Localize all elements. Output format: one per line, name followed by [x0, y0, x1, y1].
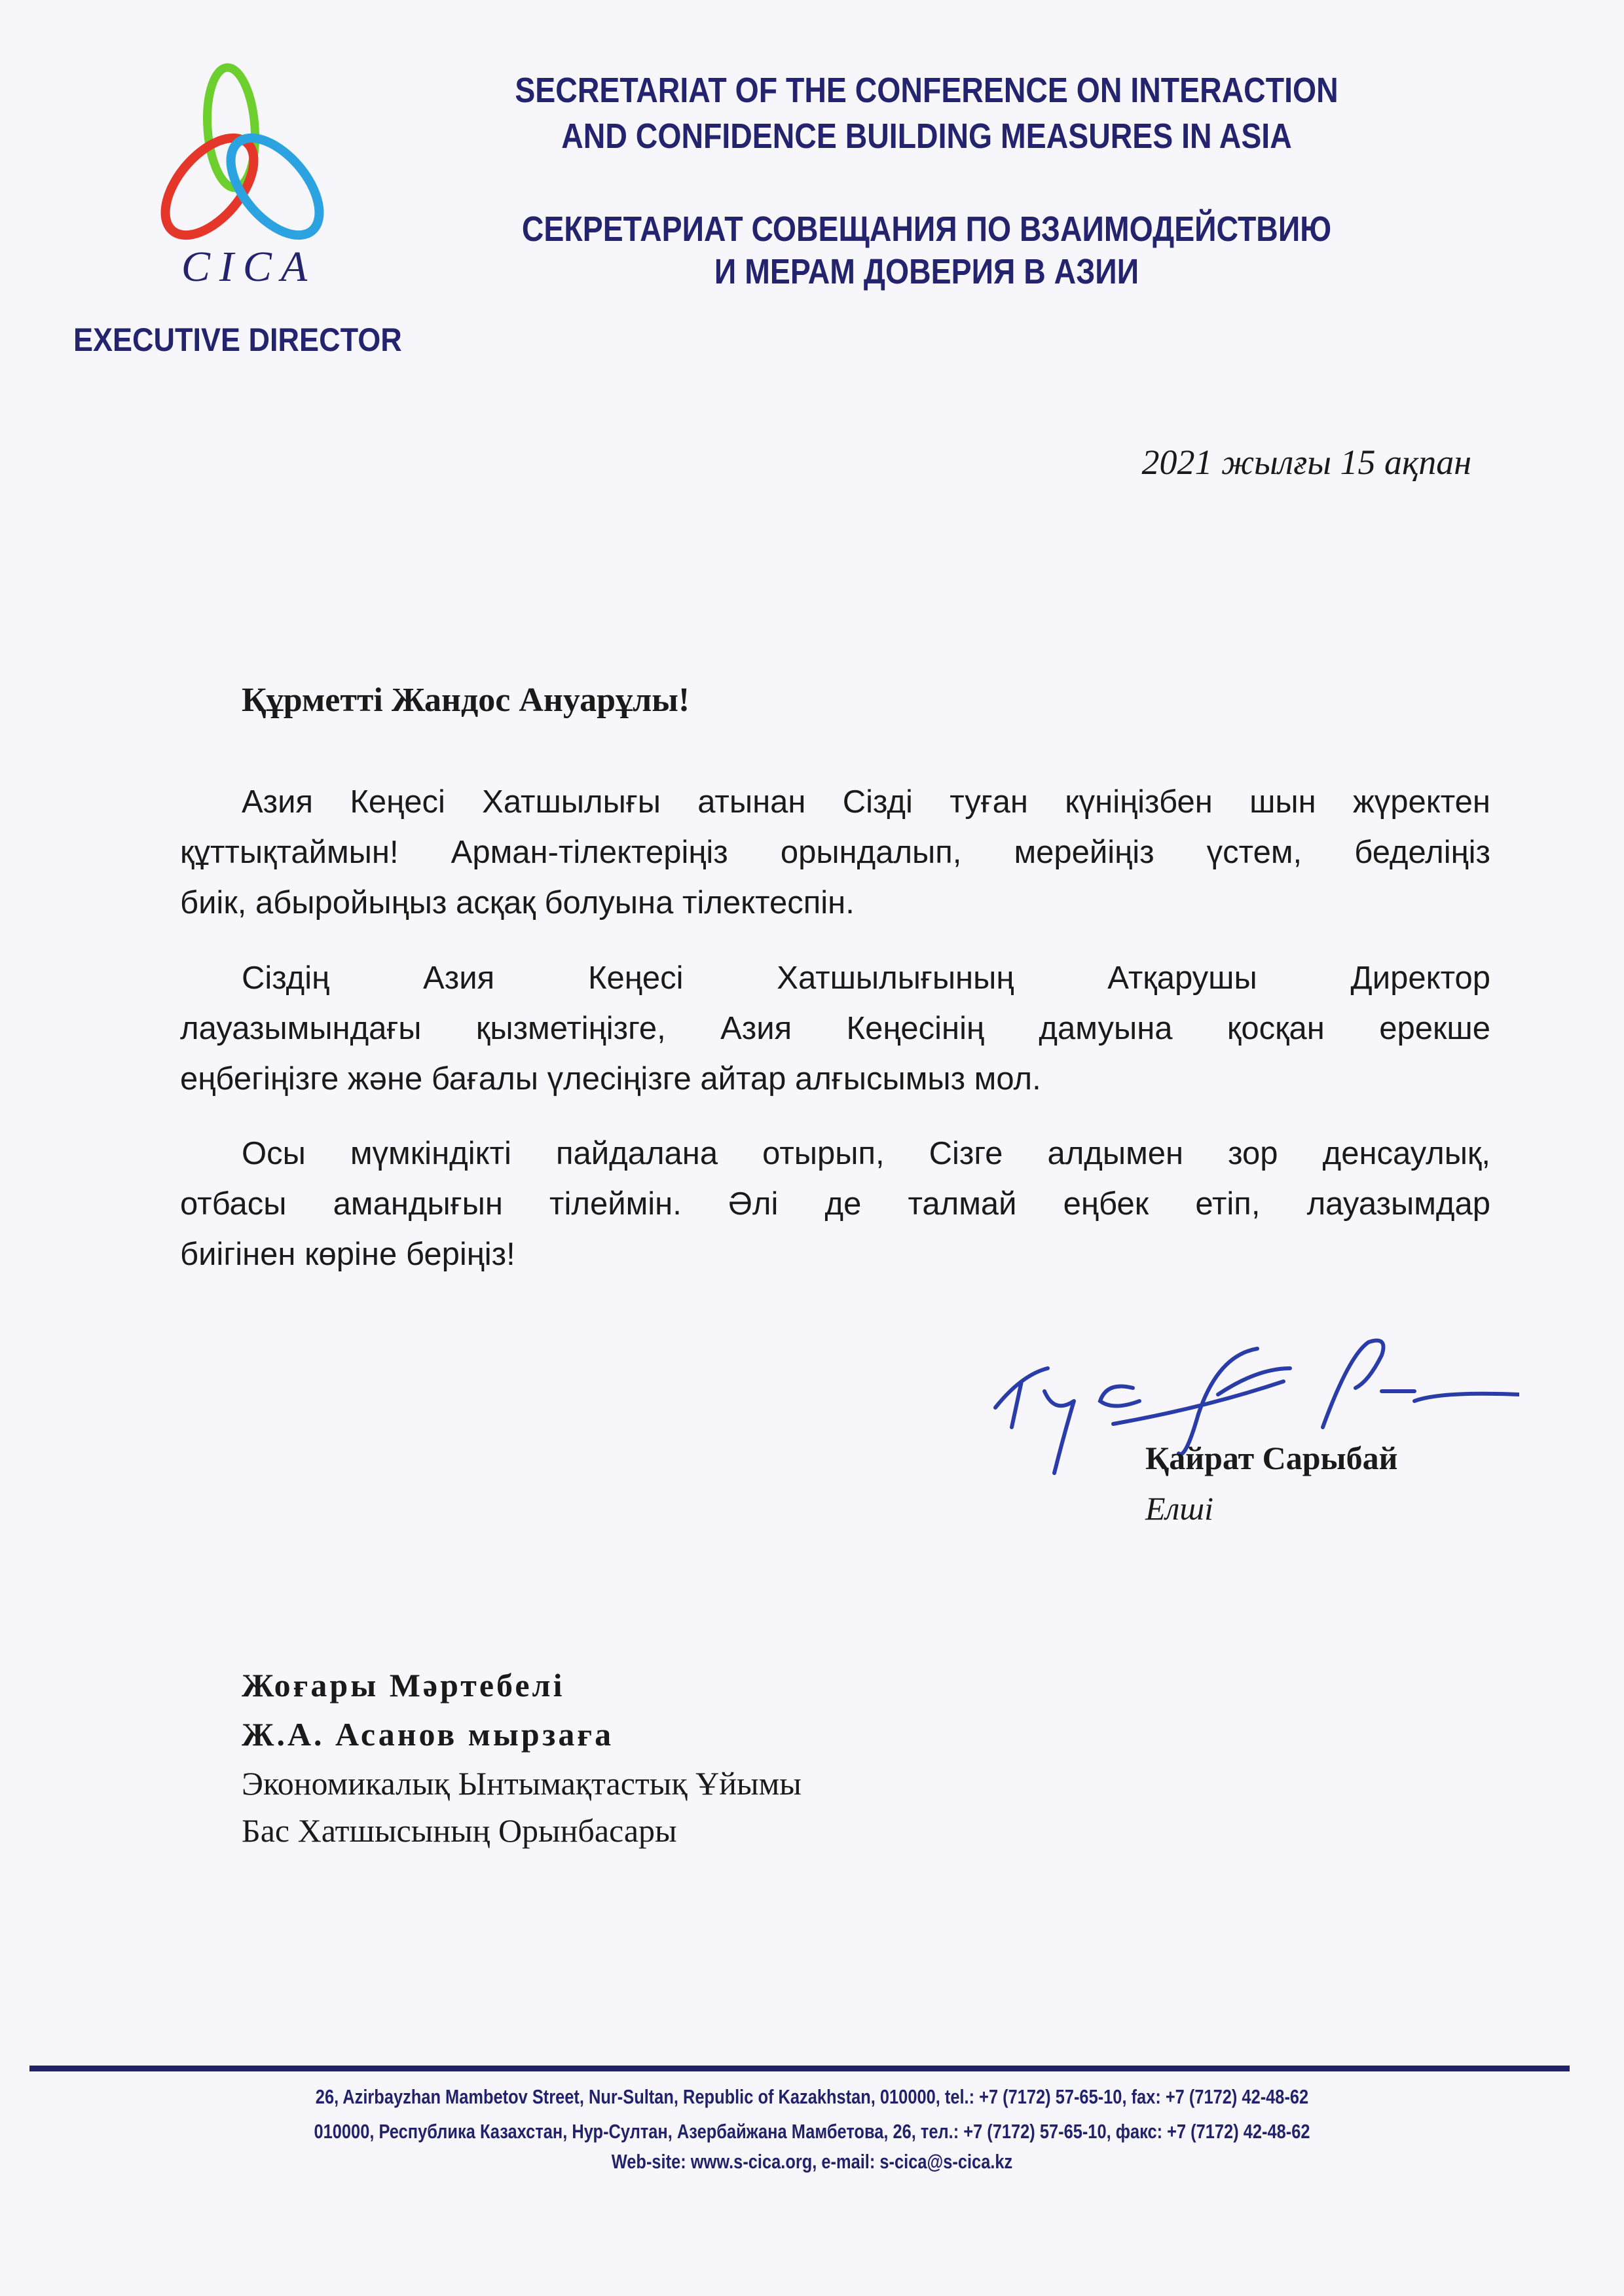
signatory-name: Қайрат Сарыбай: [1145, 1440, 1398, 1476]
text-line: биігінен көріне беріңіз!: [180, 1237, 515, 1272]
footer-divider: [29, 2066, 1570, 2071]
text-line: Азия Кеңесі Хатшылығы атынан Сізді туған күніңізбен шын жүректен: [242, 784, 1490, 820]
addressee-line4: Бас Хатшысының Орынбасары: [242, 1812, 677, 1849]
text-line: Сіздің Азия Кеңесі Хатшылығының Атқарушы Директор: [242, 960, 1490, 996]
footer-address-ru: 010000, Республика Казахстан, Нур-Султан, Азербайжана Мамбетова, 26, тел.: +7 (7172) 57-65-10, факс: +7 (7172) 42-48-62: [314, 2120, 1310, 2143]
org-name-ru-line1: СЕКРЕТАРИАТ СОВЕЩАНИЯ ПО ВЗАИМОДЕЙСТВИЮ: [521, 210, 1332, 249]
cica-logo: [147, 62, 350, 252]
paragraph-1: [180, 777, 1490, 928]
text-line: биік, абыройыңыз асқақ болуына тілектеспін.: [180, 885, 855, 920]
org-name-en-line2: AND CONFIDENCE BUILDING MEASURES IN ASIA: [561, 117, 1292, 156]
org-name-ru-line2: И МЕРАМ ДОВЕРИЯ В АЗИИ: [714, 252, 1139, 291]
text-line: еңбегіңізге және бағалы үлесіңізге айтар алғысымыз мол.: [180, 1061, 1041, 1097]
addressee-line1: Жоғары Мәртебелі: [242, 1667, 565, 1704]
addressee-line3: Экономикалық Ынтымақтастық Ұйымы: [242, 1765, 802, 1802]
salutation: Құрметті Жандос Ануарұлы!: [242, 682, 690, 719]
letter-date: 2021 жылғы 15 ақпан: [1141, 443, 1471, 482]
text-line: отбасы амандығын тілеймін. Әлі де талмай еңбек етіп, лауазымдар: [180, 1186, 1490, 1222]
text-line: Осы мүмкіндікті пайдалана отырып, Сізге алдымен зор денсаулық,: [242, 1136, 1490, 1171]
org-name-en-line1: SECRETARIAT OF THE CONFERENCE ON INTERACTION: [515, 71, 1338, 110]
text-line: лауазымындағы қызметіңізге, Азия Кеңесінің дамуына қосқан ерекше: [180, 1011, 1490, 1046]
addressee-line2: Ж.А. Асанов мырзаға: [242, 1716, 614, 1753]
signatory-position: Елші: [1145, 1490, 1213, 1527]
office-title: EXECUTIVE DIRECTOR: [73, 321, 402, 358]
paragraph-3: [180, 1129, 1490, 1280]
text-line: құттықтаймын! Арман-тілектеріңіз орындалып, мерейіңіз үстем, беделіңіз: [180, 835, 1490, 870]
logo-text: CICA: [181, 243, 317, 291]
footer-address-en: 26, Azirbayzhan Mambetov Street, Nur-Sultan, Republic of Kazakhstan, 010000, tel.: +7 (7172) 57-65-10, fax: +7 (7172) 42-48-62: [315, 2085, 1309, 2108]
paragraph-2: [180, 953, 1490, 1104]
footer-contacts: Web-site: www.s-cica.org, e-mail: s-cica@s-cica.kz: [611, 2150, 1013, 2173]
